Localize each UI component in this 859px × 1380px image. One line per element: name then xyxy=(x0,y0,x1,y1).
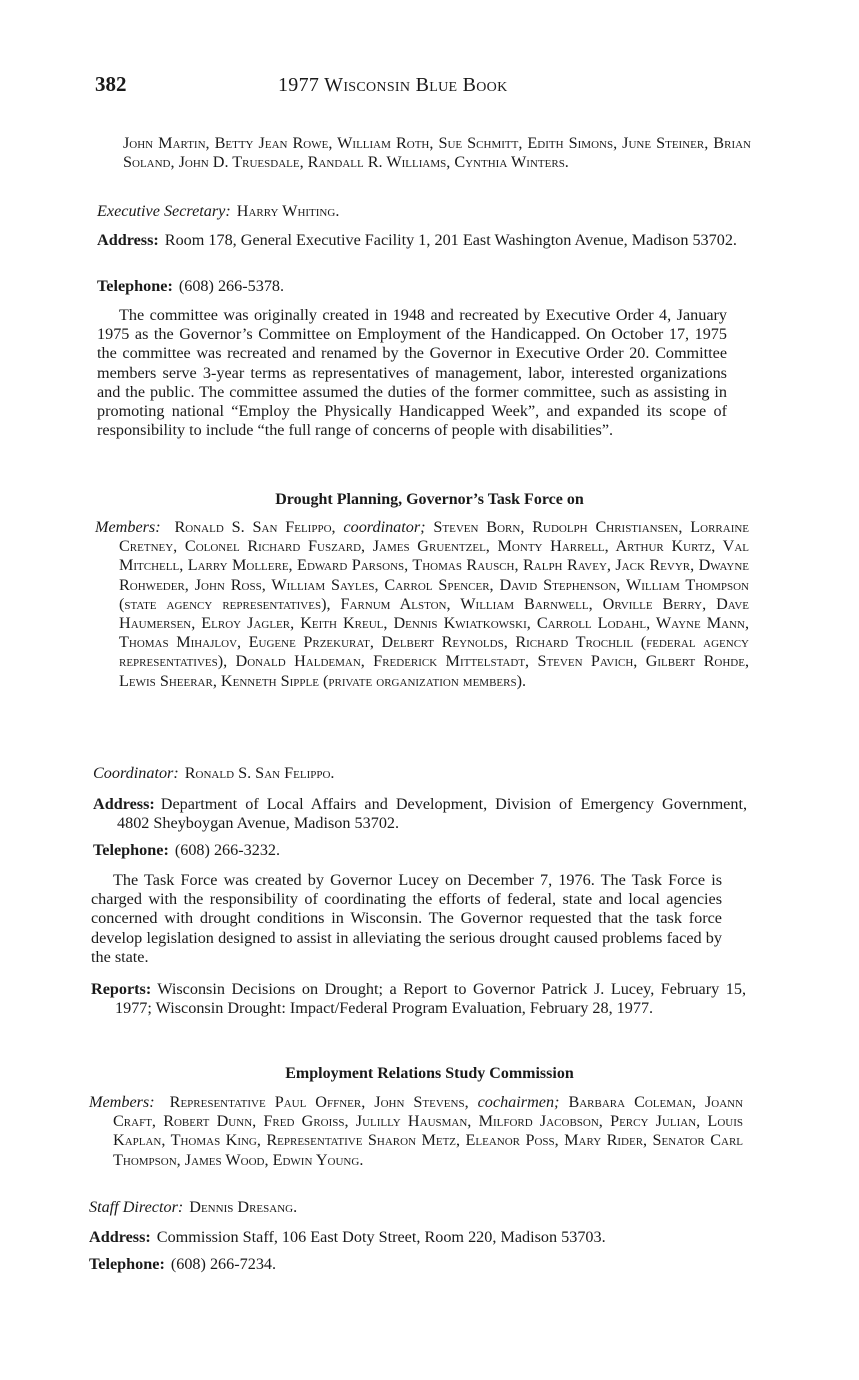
executive-secretary-line xyxy=(97,202,727,221)
reports-value: Wisconsin Decisions on Drought; a Report to Governor Patrick J. Lucey, February 15, 1977; Wisconsin Drought: Impact/Federal Program Evaluation, February 28, 1977. xyxy=(115,980,746,1018)
reports-block xyxy=(91,980,746,1018)
page-number: 382 xyxy=(95,72,127,96)
address-value: Department of Local Affairs and Development, Division of Emergency Government, 4802 Sheyboygan Avenue, Madison 53702. xyxy=(117,795,747,833)
address-line-3 xyxy=(89,1228,719,1247)
telephone-label: Telephone: xyxy=(89,1255,165,1273)
members-label: Members: xyxy=(95,518,161,536)
drought-members-block xyxy=(95,518,749,691)
telephone-label: Telephone: xyxy=(97,277,173,295)
task-force-description: The Task Force was created by Governor Lucey on December 7, 1976. The Task Force is charged with the responsibility of coordinating the efforts of federal, state and local agencies concerned with drought conditions in Wisconsin. The Governor requested that the task force develop legislation designed to assist in alleviating the serious drought caused problems faced by the state. xyxy=(91,871,722,966)
coordinator-value: Ronald S. San Felippo. xyxy=(184,764,335,782)
coordinator-label: Coordinator: xyxy=(93,764,179,782)
members-first-role: coordinator; xyxy=(343,518,426,536)
members-continuation-text: John Martin, Betty Jean Rowe, William Roth, Sue Schmitt, Edith Simons, June Steiner, Brian Soland, John D. Truesdale, Randall R. Williams, Cynthia Winters. xyxy=(123,134,751,172)
section-heading-drought: Drought Planning, Governor’s Task Force on xyxy=(275,491,584,508)
committee-description: The committee was originally created in 1948 and recreated by Executive Order 4, January 1975 as the Governor’s Committee on Employment of the Handicapped. On October 17, 1975 the committee was recreated and renamed by the Governor in Executive Order 20. Committee members serve 3-year terms as representatives of management, labor, interested organizations and the public. The committee assumed the duties of the former committee, such as assisting in promoting national “Employ the Physically Handicapped Week”, and expanded its scope of responsibility to include “the full range of concerns of people with disabilities”. xyxy=(97,306,727,440)
members-list: Steven Born, Rudolph Christiansen, Lorraine Cretney, Colonel Richard Fuszard, James Gruentzel, Monty Harrell, Arthur Kurtz, Val Mitchell, Larry Mollere, Edward Parsons, Thomas Rausch, Ralph Ravey, Jack Revyr, Dwayne Rohweder, John Ross, William Sayles, Carrol Spencer, David Stephenson, William Thompson (state agency representatives), Farnum Alston, William Barnwell, Orville Berry, Dave Haumersen, Elroy Jagler, Keith Kreul, Dennis Kwiatkowski, Carroll Lodahl, Wayne Mann, Thomas Mihajlov, Eugene Przekurat, Delbert Reynolds, Richard Trochlil (federal agency representatives), Donald Haldeman, Frederick Mittelstadt, Steven Pavich, Gilbert Rohde, Lewis Sheerar, Kenneth Sipple (private organization members). xyxy=(119,518,750,690)
executive-secretary-value: Harry Whiting. xyxy=(236,202,340,220)
telephone-value: (608) 266-5378. xyxy=(178,277,285,295)
members-first-role: cochairmen; xyxy=(477,1093,560,1111)
telephone-line-1 xyxy=(97,277,727,296)
reports-label: Reports: xyxy=(91,980,152,998)
coordinator-line xyxy=(93,764,723,783)
telephone-label: Telephone: xyxy=(93,841,169,859)
staff-director-value: Dennis Dresang. xyxy=(189,1198,298,1216)
employment-members-block xyxy=(89,1093,743,1170)
staff-director-line xyxy=(89,1198,719,1217)
telephone-value: (608) 266-3232. xyxy=(174,841,281,859)
address-value: Room 178, General Executive Facility 1, 201 East Washington Avenue, Madison 53702. xyxy=(164,231,737,249)
address-value: Commission Staff, 106 East Doty Street, Room 220, Madison 53703. xyxy=(156,1228,606,1246)
members-continuation xyxy=(99,134,751,172)
members-first-name: Ronald S. San Felippo, xyxy=(174,518,336,536)
members-first: Representative Paul Offner, John Stevens, xyxy=(169,1093,469,1111)
executive-secretary-label: Executive Secretary: xyxy=(97,202,231,220)
members-list: Barbara Coleman, Joann Craft, Robert Dunn, Fred Groiss, Julilly Hausman, Milford Jacobson, Percy Julian, Louis Kaplan, Thomas King, Representative Sharon Metz, Eleanor Poss, Mary Rider, Senator Carl Thompson, James Wood, Edwin Young. xyxy=(113,1093,744,1169)
address-label: Address: xyxy=(97,231,159,249)
address-label: Address: xyxy=(93,795,155,813)
members-label: Members: xyxy=(89,1093,155,1111)
telephone-line-2 xyxy=(93,841,723,860)
page-header xyxy=(0,72,859,104)
running-head: 1977 Wisconsin Blue Book xyxy=(278,74,508,96)
address-label: Address: xyxy=(89,1228,151,1246)
telephone-line-3 xyxy=(89,1255,719,1274)
section-heading-employment: Employment Relations Study Commission xyxy=(285,1065,574,1082)
telephone-value: (608) 266-7234. xyxy=(170,1255,277,1273)
address-block-1 xyxy=(97,231,751,250)
staff-director-label: Staff Director: xyxy=(89,1198,184,1216)
address-block-2 xyxy=(93,795,747,833)
